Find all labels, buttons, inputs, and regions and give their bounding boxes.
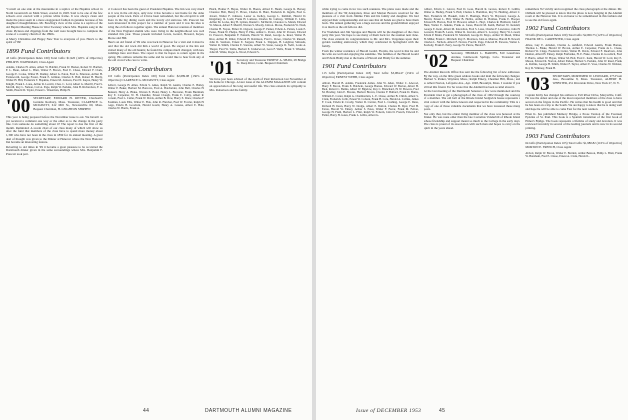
section-subtitle-1899: 43 Gifts (Participation Index 100) Total Gifts: $1,920 (120% of Objective) PHILIP H. WATERMAN, Class Agent bbox=[6, 55, 103, 64]
section-subtitle-1903: 64 Gifts (Participation Index 105) Total Gifts: $1,980.82 (110% of Objective) MORTON E. FRENCH, Class Agent bbox=[525, 141, 623, 150]
body-text: From the winter residence of Harold Gould, Florida, the word is that he and his wife are well and enjoying the sunshine. The families of the Harold Gould and Edwin Biddy met at the home of Harold and Biddy for the summer. bbox=[322, 48, 419, 60]
body-text: The Alumni Records Office has sent me the following list of new addresses. By the way, on the little green address books and mail the following changes: Herbert S. Parker, Wayland, Mass.; Ralph Emery, Chestnut Hill, Mass.; and to Albert Norton, Lafayette Ave., Apt. 1048, Brooklyn, Mass. I wonder if you all had this friend. For he wrote that the Alumni has been so kind about it. bbox=[423, 70, 521, 89]
contributor-list-1901: Abbott, Harold B. Adams, Frederick Alden, John W. Allen, Walter C. Atwood, Harry F. Bacon, Frank E. Baldwin, George Barnes, Edward W. Barton, Albert H. Beal, Robert C. Bemis, Albert W. Bigelow, Roy C. Blanchard, H. W. Bowers, Fred M. Bradley, John E. Brooks, Herbert Brown, Charles F. Bullard, Frank D. Burns, William E. Carter, Ralph A. Chamberlain, L. E. Chase, Arthur B. Childs, Albert S. Clark, Frederick Cobb, Ernest W. Coburn, Frank H. Cole, Harold A. Collins, James F. Cook, Edwin R. Crosby, Walter D. Currier, Fred L. Cushing, George E. Dana, Richard H. Dean, Harry W. Dodge, Albert E. Dutton, Charles B. Dyer, Fred H. Eaton, Harold W. Emery, Arthur S. Estes, Walter F. Farrar, Frank M. Felton, George H. Field, Herbert L. Flint, Ralph W. Folsom, John D. French, Edward E. Fuller, Harry H. Gates, Frank L. Gibbs, Albert G. bbox=[322, 80, 419, 118]
body-text: Reverting to old times in '99 it became a great pleasure to be re-visited the Dartmouth dinner given in the same surroundings where Mrs. Benjamin F. Prescott took part. bbox=[6, 144, 103, 157]
body-text: while trying to come in for two such reunions. The plans were made and the members of the '99 delegation, three and Marion Bowers resolved for the pleasure of a visit from Jimmie Finn and his family and daughter. We had enjoyed their companionship and are sure that all hands are glad to have them back. The annual gathering was a huge success and the grandchildren enjoyed it as much as the old fellows did. bbox=[322, 8, 419, 29]
issue-footer: Issue of DECEMBER 1953 bbox=[356, 408, 422, 414]
left-column-3 bbox=[209, 8, 306, 400]
section-title-1902: 1902 Fund Contributors bbox=[525, 25, 590, 33]
right-page bbox=[316, 0, 628, 420]
class-03-header: SECRETARY, MORTIMER W. LEONARD, 275 Front Ave., Brookline 8, Mass. Treasurer, ALBERT H. WEBSTER, 451 Riverside Drive, New York 27, N. Y. bbox=[552, 73, 623, 85]
contributor-list-1900: Abbott, George H. Allen, Edwin S. Ames, Ralph W. Austin, Charles E. Bailey, Walter P. Baker, Herbert M. Barrows, Fred A. Batchelder, John Bell, Charles H. Bennett, Harry A. Blake, Warren E. Bond, Henry L. Brewster, Frank Burnham, Roy E. Carpenter, W. H. Chandler, Ernest Clough, Frank E. Colby, Albert R. Conant, Fred L. Cutler, Frank W. Davis, Arthur B. Dow, Harry E. Drew, Charles F. Eastman, Louis Ellis, Walter E. Fisk, John R. Fletcher, Fred W. Fowler, Ralph H. Gage, Edwin B. Goodwin, Harold Gould, Henry A. Greene, Albert E. Hale, Charles W. Harris, Frank A. bbox=[107, 83, 205, 111]
body-text: Captain Kirby has changed his address to Fall River Drive, Marysville, Calif. He was the oldest and one of the most respected members of the class to have served on the frigate in the Pacific. He writes that his health is good and that he has been on a trip to the South. We are happy to know that he is doing well and hope he will be able to come East for the next reunion. bbox=[525, 92, 623, 111]
contributor-list-1899: Adams, Charles H. Allen, Albert W. Babbitt, Frank W. Barker, Robert W. Bartlett, F. L. Bean, Albert L. Blair, Walter F. Brown, Fred E. Chase, Edward F. Clark, George E. Cooke, Walter H. Dudley, Albert G. Eaton, Fred G. Emerson, Arthur H. Farnsworth, George Foster, Frank E. Gilman, Charles E. Hall, Robert B. Hardy, Walter H. Hill, Frederick T. Hopkins, Ernest M. Jackson, Fred N. Keyes, Henry W. Knight, Frank L. Lane, Arthur R. Leavitt, Chas. C. Lord, Albert G. Merrill, Fred S. Morrill, Roy L. Nelson, Carl A. Page, Ralph W. Perkins, John B. Richardson, F. A. Smith, Harold D. Taylor, Ernest L. Waterman, Philip H. bbox=[6, 65, 103, 93]
left-column-1 bbox=[6, 8, 103, 400]
page-number: 45 bbox=[439, 408, 446, 414]
right-column-3 bbox=[525, 8, 622, 400]
class-00-header: SECRETARY, EDWARD H. RITTER, Chadwell's Gardens Roxbury, Mass. Treasurer, CLARENCE G. MCDAVITT, 612 Mill St., Newtonville 60, Mass. Bequest Chairman, H. LEIGHTON SHIPPEN bbox=[33, 96, 103, 111]
body-text: remembers '02 vividly and recognized the class photograph at the dinner. Mr. Oldham will be pleased to know that the photo is now hanging in the Alumni room at the Hanover Inn. It is an honor to be remembered in this fashion and to see the old faces again. bbox=[525, 8, 623, 22]
contributor-list-1903: Abbott, Ralph W. Bacon, Walter E. Bartlett, Arthur Benson, Philip L. Blair, Frank W. Burnham, Fred E. Chase, Ernest A. Clark, Harold L. bbox=[525, 150, 623, 158]
class-02-header: Secretary, THOMAS L. BARNES, 810 Grandview Avenue, Glenwoods Springs, Colo. Treasurer and Bequest Chairman bbox=[450, 51, 521, 63]
page-number: 44 bbox=[143, 408, 150, 414]
body-text: Ellen K. has published Memory Bridge, a Prose Version of the Fourteen Epistles of St. Paul. This book is a Spanish translation of the first book of Elmer's Bridge. The book represents a lifetime of study and devotion. It was reviewed favorably in several of the leading journals and is now in its second printing. bbox=[525, 111, 623, 130]
class-numeral-00: '00 bbox=[6, 96, 31, 118]
class-numeral-03: '03 bbox=[525, 73, 550, 95]
body-text: Here's an old friend of '99 who was back in Hanover for a visit and it must be said that the old town did him a world of good. He stayed at the Inn and visited many of the old haunts; he found the campus much changed, with new buildings here and there. The report is that he hopes to return again in the spring. His address remains the same and he would like to hear from any of the old crowd who care to write. bbox=[107, 40, 205, 63]
section-subtitle-1900: 110 Gifts (Participation Index 100) Total Gifts: $2,089.08 (136% of Objective) CLARENCE G. MCDAVITT, Class Agent bbox=[107, 73, 205, 82]
body-text: We have just been advised of the death of Paul Robertson last November at his home in Chicago. A later issue of the ALUMNI MAGAZINE will contain an appreciation of his long and useful life. The class extends its sympathy to Mrs. Robertson and the family. bbox=[209, 76, 307, 92]
section-subtitle-1902: 59 Gifts (Participation Index 100) Total Gifts: $2,006.75 (123% of Objective) FRANK DE L. CARPENTER, Class Agent bbox=[525, 33, 623, 41]
section-title-1903: 1903 Fund Contributors bbox=[525, 133, 590, 141]
contributor-list-1901-cont: Gilbert, Edwin C. Glover, Fred D. Goss, Harold R. Graves, Robert E. Griffin, Walter A. Hadley, Frank S. Hall, Charles L. Hamilton, Roy W. Harding, Albert C. Hart, Frederick M. Haskell, John E. Hastings, Harry W. Hayward, George A. Hewitt, Ernest L. Hill, Walter B. Hobbs, Arthur D. Holmes, Frank E. Hooper, Edward B. Horton, Fred W. Howard, Albert L. Hoyt, Charles R. Hubbard, John F. Hunt, Walter E. Jenkins, Frank A. Jones, Harold M. Keith, Herbert W. Kendall, George E. Kent, Albert M. Knowlton, Fred S. Lane, Charles F. Lawrence, John H. Leonard, Frank B. Lewis, Walter R. Lincoln, Albert S. Lovejoy, Harry W. Lowell, Edwin P. Mann, Frederick W. Marshall, George D. Mayo, Arthur W. Mead, Walter H. Miller, Frank C. Mitchell, Roy E. Morrison, John A. Munroe, Harold B. Newell, Charles L. Nichols, Albert F. Norton, Fred R. Page, Edward H. Parsons, Walter L. Peabody, Frank E. Perry, George W. Pierce, Harold F. bbox=[423, 8, 521, 48]
section-title-1901: 1901 Fund Contributors bbox=[322, 63, 387, 71]
running-footer: DARTMOUTH ALUMNI MAGAZINE bbox=[205, 408, 292, 414]
divider bbox=[424, 50, 521, 51]
body-text: Not only that, but the oldest living member of the class was honored at the dinner. He was none other than the late Cornelius Vanderbilt of Rhode Island whose friendship and support meant so much to the College in the early days. The class is proud of its association with such men and hopes to carry on the spirit in the years ahead. bbox=[423, 111, 521, 131]
divider bbox=[525, 72, 622, 73]
body-text: A Merry Christmas and Happy New Year to everyone of you. Here's to the spirit of '99! bbox=[6, 36, 103, 45]
body-text: This year is being prepared before the November issue is out. We haven't as yet received a comment one way or the other as to the change in the party line. Can someone do something about it? The report is due the first of the month. Reminded: A recent chart of our class many of which will show us after the fund that members of the class have to spend more money about 1,300 who have not been in the class in 1899 for its annual meeting. A great deal of thought was given to the Dinner at Hanover where the New Hanover Inn became an interesting feature. bbox=[6, 115, 103, 145]
body-text: "Carroll on one side of the mezzanine in a replica of the Hopkins school in North Greenwich on Main Street, erected in 1928. Said to be one of the few schools ever erected with a private white frame. It was always clean and made the place seem in a more exaggerated fashion in genuine because of his daughter's thoughtfulness. Mr. Bowling's view of the scene is a replica of the old Baptist Meeting House in West Swanzey where Mrs. Hopkins sang in the choir. Pictures and clippings from the wall were brought here to complete the scene of a country church of the 1890s. bbox=[6, 8, 103, 37]
body-text: For Workmen and Jim Sprague and Hezzie will be the daughters of the class party this year. We hope to see many of them back for the reunion next June. The class extends its congratulations to Mr. and Mrs. Vergennes upon their golden wedding anniversary which they celebrated in Springfield with the family. bbox=[322, 29, 419, 48]
right-column-1 bbox=[322, 8, 419, 400]
divider bbox=[209, 56, 306, 57]
contributor-list-1900-cont: Hatch, Homer F. Hayes, Walter D. Hazen, Alfred E. Heath, George R. Hersey, Clarence Holt, Henry E. Howe, Charles D. Hunt, Frederick R. Ingalls, Fred G. Jewett, Walter F. Johnson, Lester A. Kelley, George L. Kimball, Harold D. Kingsbury, R. Ladd, Frank H. Lamson, Charles M. Lathrop, William E. Little, Arthur M. Locke, Roy B. Lyman, Daniel C. McDavitt, Clarence G. Marsh, Edward W. Mason, Albert F. Merrill, Warren S. Moody, John A. Morse, Frederick W. Nash, Charles H. Noyes, Elmer D. Osgood, George F. Parker, Edwin A. Patten, Louis E. Pease, Frank W. Phelps, Harry P. Pike, Arthur L. Porter, John W. Powers, Edward D. Prescott, Benjamin F. Putnam, Harold W. Rand, George A. Reed, Walter B. Rice, Arthur H. Ritter, Edward H. Robinson, Fred L. Rowe, Charles W. Russell, John D. Sanborn, Ernest E. Sargent, Frank L. Shippen, H. Leighton Simonds, Walter R. Smith, Charles E. Stevens, Albert W. Stone, George D. Swift, Louis A. Thayer, Fred W. Tuttle, Herbert E. Underwood, Leon F. Wells, Frank T. Wheeler, John M. White, Roger A. Wood, Edward S. bbox=[209, 8, 307, 54]
section-subtitle-1901: 115 Gifts (Participation Index 118) Total Gifts: $3,084.47 (154% of Objective) ERNEST WEBB, Class Agent bbox=[322, 71, 419, 79]
section-title-1900: 1900 Fund Contributors bbox=[107, 65, 173, 73]
right-column-2 bbox=[424, 8, 521, 400]
left-page bbox=[0, 0, 312, 420]
class-numeral-02: '02 bbox=[423, 51, 448, 73]
body-text: of Concord has been the guest of President Hopkins. The Inn was very much as it was in the old days, only now it has become a rest home for the older people of the town. Parts of it have been remodeled, but the old spirit is still there in the big dining room and the lovely old staircase. Mr. Prescott has been interested in this project for a number of years and it was his idea to bring the old fellows together again. The annual Hanover reunion of members of the New England alumni who were living in the neighborhood was well attended this year. Those present included Lewis, Gerard, Howard, Keyes, Morse and Hill. bbox=[107, 8, 205, 40]
class-01-header: Secretary and Treasurer ERNEST A. SHAW, 28 Bridge St. Deep River, Conn. Bequest Chairman bbox=[236, 57, 307, 66]
contributor-list-1902: Albee, Guy E. Amsden, Charles A. Ashfield, Edward Austin, Frank Barnes, Thomas L. Blake, Harold W. Brown, Arthur E. Carpenter, Frank de L. Chase, Richard W. Clapp, Frederick Cutler, Walter H. Davis, Edward F. Dearborn, John Dunbar, Albert H. Emery, Ralph Fairbanks, H. E. Fiske, Charles R. Goodrich, Fred P. Harris, Albert W. Hayes, Walter M. Holt, Fred C. Kent, Harold W. Lord, Roy E. Mason, Edward R. Norton, Albert Parker, Herbert S. Perkins, John W. Reed, Frank A. Rollins, George H. Smith, Walter F. Taylor, Albert E. Vose, Charles W. Webster, Roy D. Whitney, Frank H. bbox=[525, 42, 623, 70]
body-text: At the last meeting of the Dartmouth Senators a few were mentioned and the President tried to get a photograph of the class of 1902 through the courtesy of a member. The old bell of the Rhode Island Sedgwick house represents a vital contact with the fellow known and respected in the community. This is a copy of one of those valuable documents that we have treasured these many years. bbox=[423, 89, 521, 112]
class-numeral-01: '01 bbox=[209, 57, 234, 79]
divider bbox=[6, 95, 103, 96]
section-title-1899: 1899 Fund Contributors bbox=[6, 47, 71, 55]
left-column-2 bbox=[108, 8, 205, 400]
